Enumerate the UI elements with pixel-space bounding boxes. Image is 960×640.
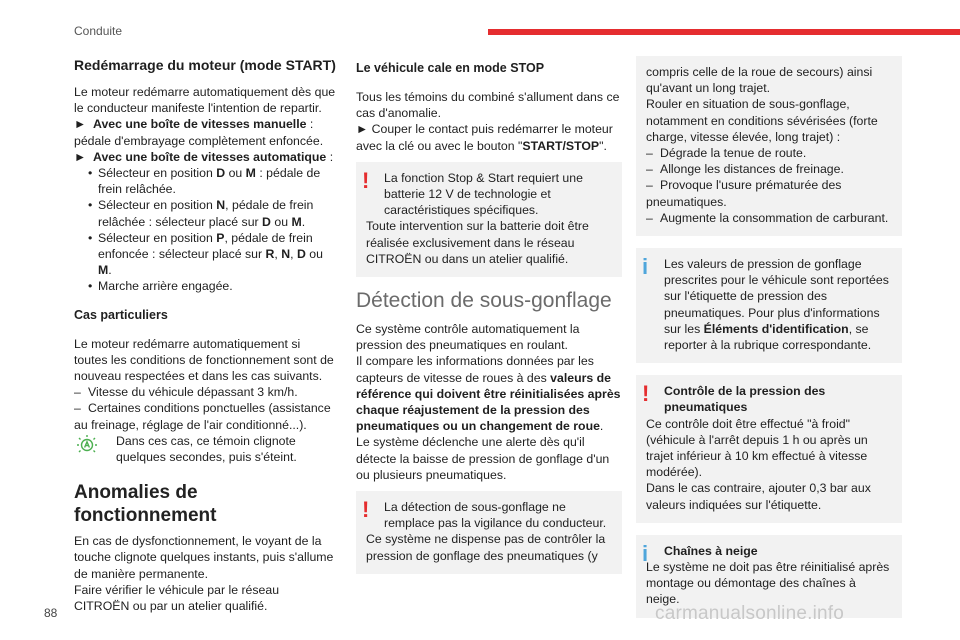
column-middle [356,56,622,586]
manual-gearbox-step: ► Avec une boîte de vitesses manuelle : pédale d'embrayage complètement enfoncée. [74,117,324,148]
arrow-icon: ► [74,117,87,132]
detection-text-2: Il compare les informations données par les capteurs de vitesse de roues à des valeurs de référence qui doivent être réinitialisées après chaque réajustement de la pression des pneumatiques ou un changement de roue. [356,354,621,434]
underinflation-continued-box: compris celle de la roue de secours) ainsi qu'avant un long trajet. Rouler en situation de sous-gonflage, notamment en conditions sévérisées (forte charge, vitesse élevée, long trajet) : – Dégrade la tenue de route. – Allonge les distances de freinage. – Provoque l'usure prématurée des pneumatiques. – Augmente la consommation de carburant. [636,56,902,236]
column-right [636,56,902,630]
warning-icon: ! [642,381,650,407]
page-number: 88 [44,606,58,620]
list-item: – Provoque l'usure prématurée des pneumatiques. [646,178,842,209]
special-cases-title: Cas particuliers [74,307,168,322]
restart-title: Redémarrage du moteur (mode START) [74,57,336,73]
list-item: • Marche arrière engagée. [88,279,233,294]
vigilance-warning-box: ! La détection de sous-gonflage ne remplace pas la vigilance du conducteur. Ce système ne dispense pas de contrôler la pression de gonflage des pneumatiques (y [356,491,622,574]
watermark: carmanualsonline.info [655,603,845,624]
warning-icon: ! [362,167,370,193]
section-header: Conduite [74,24,123,38]
column-left [74,56,336,614]
list-item: – Dégrade la tenue de route. [646,146,807,161]
special-cases-text: Le moteur redémarre automatiquement si toutes les conditions de fonctionnement sont de nouveau respectées et dans les cas suivants. [74,336,334,384]
stall-text: Tous les témoins du combiné s'allument dans ce cas d'anomalie. [356,90,620,121]
list-item: • Sélecteur en position P, pédale de frein enfoncée : sélecteur placé sur R, N, D ou M. [88,230,323,278]
anomalies-title: Anomalies de fonctionnement [74,482,217,527]
detection-text-3: Le système déclenche une alerte dès qu'il détecte la baisse de pression de gonflage d'un ou plusieurs pneumatiques. [356,435,610,482]
lamp-note: Dans ces cas, ce témoin clignote quelques secondes, puis s'éteint. [74,433,336,465]
list-item: – Certaines conditions ponctuelles (assistance au freinage, réglage de l'air conditionné...). [74,401,331,432]
arrow-icon: ► [74,149,87,164]
detection-title: Détection de sous-gonflage [356,289,612,313]
list-item: – Allonge les distances de freinage. [646,162,844,177]
section-color-bar [488,29,960,35]
anomalies-text-2: Faire vérifier le véhicule par le réseau CITROËN ou par un atelier qualifié. [74,582,280,614]
list-item: – Vitesse du véhicule dépassant 3 km/h. [74,385,298,400]
arrow-icon: ► [356,122,369,137]
detection-text-1: Ce système contrôle automatiquement la pression des pneumatiques en roulant. [356,322,580,353]
pressure-label-info-box: i Les valeurs de pression de gonflage prescrites pour le véhicule sont reportées sur l'étiquette de pression des pneumatiques. Pour plus d'informations sur les Éléments d'identification, se reporter à la rubrique correspondante. [636,248,902,363]
selector-list [74,165,336,295]
snow-chains-info-box: i Chaînes à neige Le système ne doit pas être réinitialisé après montage ou démontage des chaînes à neige. [636,535,902,618]
list-item: • Sélecteur en position N, pédale de frein relâchée : sélecteur placé sur D ou M. [88,198,314,229]
warning-icon: ! [362,497,370,523]
stall-step: ► Couper le contact puis redémarrer le moteur avec la clé ou avec le bouton "START/STOP". [356,122,613,153]
pressure-check-warning-box: ! Contrôle de la pression des pneumatiques Ce contrôle doit être effectué "à froid" (véhicule à l'arrêt depuis 1 h ou après un trajet inférieur à 10 km effectué à vitesse modérée). Dans le cas contraire, ajouter 0,3 bar aux valeurs indiquées sur l'étiquette. [636,375,902,523]
list-item: – Augmente la consommation de carburant. [646,210,889,225]
auto-gearbox-step: ► Avec une boîte de vitesses automatique : [74,149,334,164]
anomalies-text-1: En cas de dysfonctionnement, le voyant de la touche clignote quelques instants, puis s'allume de manière permanente. [74,534,334,581]
battery-warning-box: ! La fonction Stop & Start requiert une batterie 12 V de technologie et caractéristiques spécifiques. Toute intervention sur la batterie doit être réalisée exclusivement dans le réseau CITROËN ou dans un atelier qualifié. [356,162,622,277]
list-item: • Sélecteur en position D ou M : pédale de frein relâchée. [88,166,321,197]
stop-start-lamp-icon [76,434,98,454]
info-icon: i [642,540,649,566]
stall-title: Le véhicule cale en mode STOP [356,61,545,75]
info-icon: i [642,254,649,280]
restart-intro: Le moteur redémarre automatiquement dès que le conducteur manifeste l'intention de repartir. [74,85,336,116]
